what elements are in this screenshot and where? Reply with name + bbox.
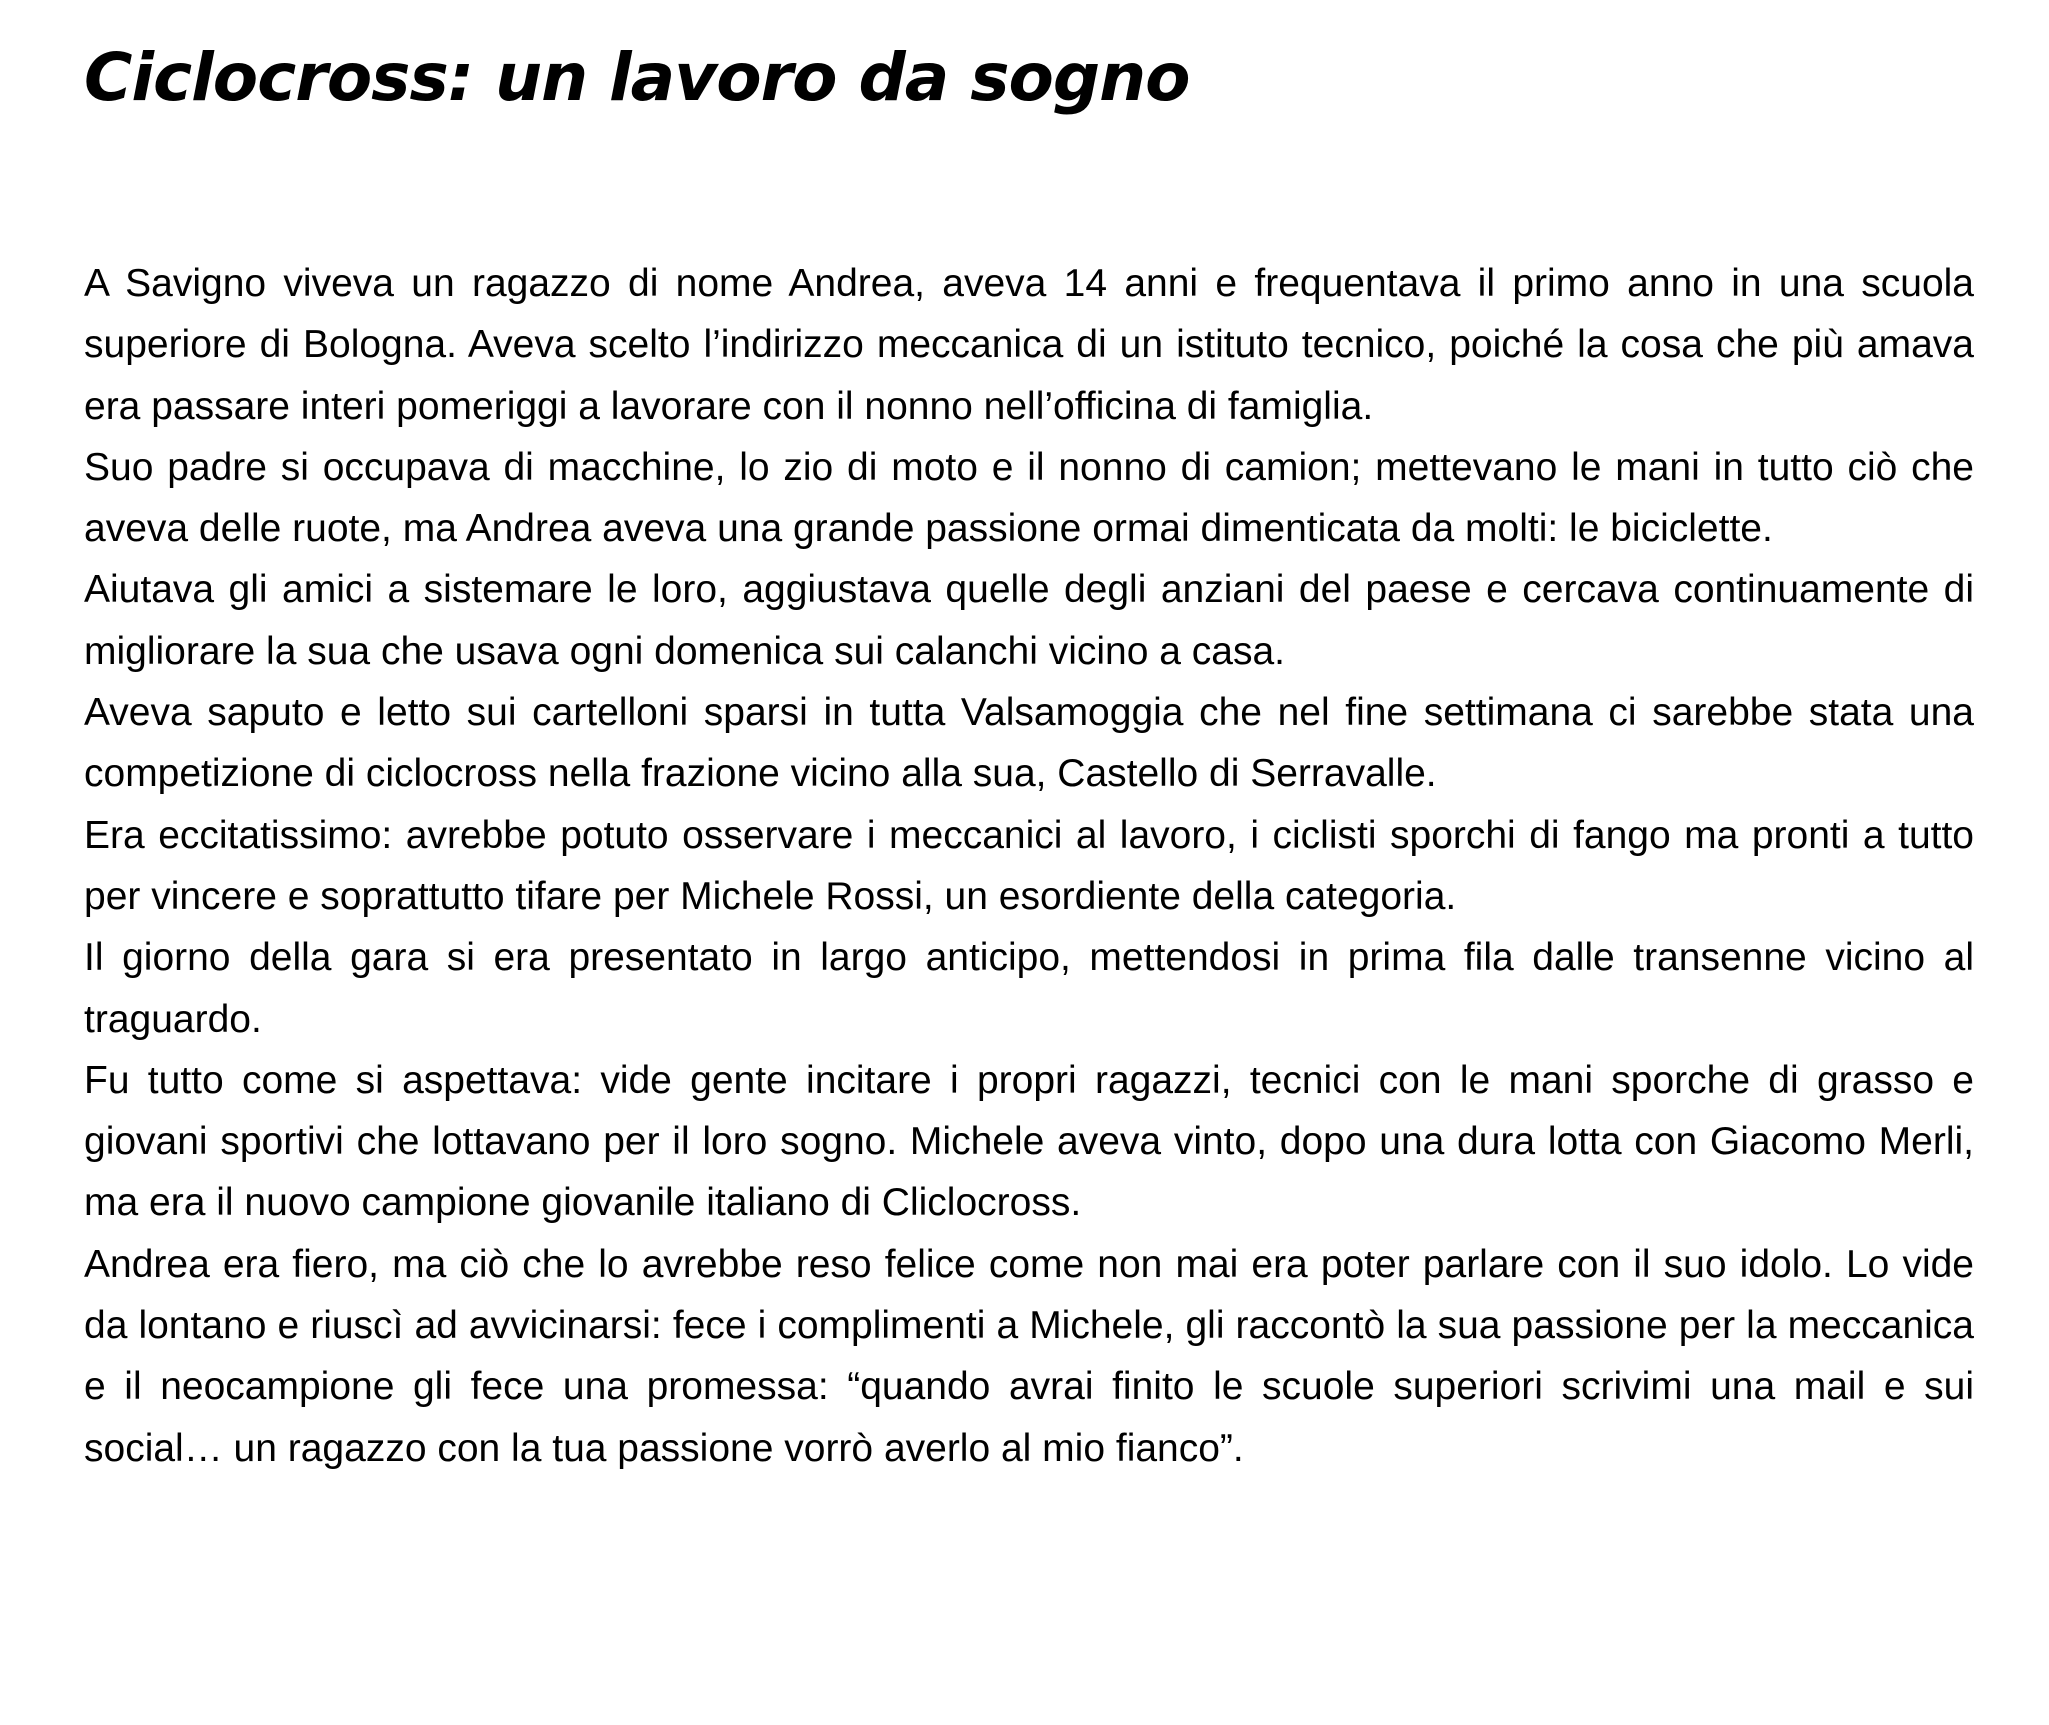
- paragraph-2: Suo padre si occupava di macchine, lo zio di moto e il nonno di camion; mettevano le mani in tutto ciò che aveva delle ruote, ma Andrea aveva una grande passione ormai dimenticata da molti: le biciclette.: [84, 445, 1974, 551]
- paragraph-1: A Savigno viveva un ragazzo di nome Andrea, aveva 14 anni e frequentava il primo anno in una scuola superiore di Bologna. Aveva scelto l’indirizzo meccanica di un istituto tecnico, poiché la cosa che più amava era passare interi pomeriggi a lavorare con il nonno nell’officina di famiglia.: [84, 262, 1974, 428]
- document-title: Ciclocross: un lavoro da sogno: [84, 39, 1190, 116]
- document-body: [84, 253, 1974, 1479]
- paragraph-7: Fu tutto come si aspettava: vide gente incitare i propri ragazzi, tecnici con le mani sporche di grasso e giovani sportivi che lottavano per il loro sogno. Michele aveva vinto, dopo una dura lotta con Giacomo Merli, ma era il nuovo campione giovanile italiano di Cliclocross.: [84, 1058, 1974, 1225]
- paragraph-8: Andrea era fiero, ma ciò che lo avrebbe reso felice come non mai era poter parlare con il suo idolo. Lo vide da lontano e riuscì ad avvicinarsi: fece i complimenti a Michele, gli raccontò la sua passione per la meccanica e il neocampione gli fece una promessa: “quando avrai finito le scuole superiori scrivimi una mail e sui social… un ragazzo con la tua passione vorrò averlo al mio fianco”.: [84, 1242, 1974, 1470]
- paragraph-3: Aiutava gli amici a sistemare le loro, aggiustava quelle degli anziani del paese e cercava continuamente di migliorare la sua che usava ogni domenica sui calanchi vicino a casa.: [84, 568, 1974, 673]
- paragraph-4: Aveva saputo e letto sui cartelloni sparsi in tutta Valsamoggia che nel fine settimana ci sarebbe stata una competizione di ciclocross nella frazione vicino alla sua, Castello di Serravalle.: [84, 691, 1974, 796]
- paragraph-6: Il giorno della gara si era presentato in largo anticipo, mettendosi in prima fila dalle transenne vicino al traguardo.: [84, 936, 1974, 1041]
- paragraph-5: Era eccitatissimo: avrebbe potuto osservare i meccanici al lavoro, i ciclisti sporchi di fango ma pronti a tutto per vincere e soprattutto tifare per Michele Rossi, un esordiente della categoria.: [84, 813, 1974, 918]
